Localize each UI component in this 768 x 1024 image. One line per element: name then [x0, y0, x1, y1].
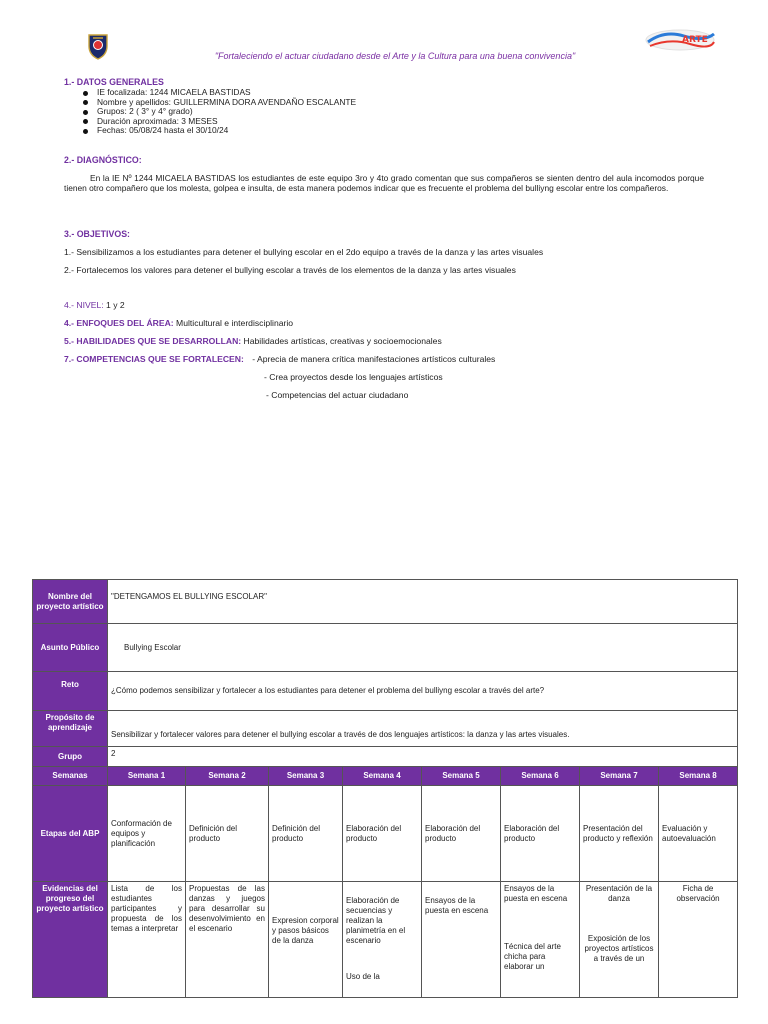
reto-value: ¿Cómo podemos sensibilizar y fortalecer a los estudiantes para detener el problema del bulliyng escolar a través del arte?	[108, 672, 738, 711]
datos-generales-list	[82, 88, 356, 136]
table-row	[33, 624, 738, 672]
week-header: Semana 4	[343, 767, 422, 786]
competencia-2: - Crea proyectos desde los lenguajes artísticos	[264, 372, 443, 382]
habilidades-label: 5.- HABILIDADES QUE SE DESARROLLAN:	[64, 336, 242, 346]
nivel-value: 1 y 2	[103, 300, 125, 310]
habilidades-value: Habilidades artísticas, creativas y socioemocionales	[241, 336, 442, 346]
week-header: Semana 1	[108, 767, 186, 786]
etapa-cell: Conformación de equipos y planificación	[108, 786, 186, 882]
enfoques-value: Multicultural e interdisciplinario	[173, 318, 294, 328]
table-row	[33, 747, 738, 767]
evidencia-cell: Ficha de observación	[659, 882, 738, 998]
table-row	[33, 786, 738, 882]
nombre-value: "DETENGAMOS EL BULLYING ESCOLAR"	[108, 580, 738, 624]
evidencia-text: Ensayos de la puesta en escena	[504, 884, 568, 903]
evidencia-extra-text: Técnica del arte chicha para elaborar un	[504, 942, 561, 971]
week-header: Semana 7	[580, 767, 659, 786]
competencias-label: 7.- COMPETENCIAS QUE SE FORTALECEN:	[64, 354, 244, 364]
logo-right-text: ARTE	[682, 35, 708, 45]
table-row	[33, 767, 738, 786]
week-header: Semana 6	[501, 767, 580, 786]
competencia-3: - Competencias del actuar ciudadano	[266, 390, 409, 400]
week-header: Semana 2	[186, 767, 269, 786]
diagnostico-text: En la IE Nº 1244 MICAELA BASTIDAS los estudiantes de este equipo 3ro y 4to grado comentan que sus compañeros se sienten dentro del aula incomodos porque tienen otro compañero que los molesta, golpea e insulta, de esta manera podemos indicar que es frecuente el problema del bulliyng escolar entre los compañeros.	[64, 173, 704, 193]
grupo-value: 2	[108, 747, 738, 767]
etapa-cell: Elaboración del producto	[422, 786, 501, 882]
table-row	[33, 672, 738, 711]
enfoques-line	[64, 318, 293, 328]
table-row	[33, 711, 738, 747]
objetivos-heading: 3.- OBJETIVOS:	[64, 229, 130, 239]
table-row	[33, 882, 738, 998]
etapa-cell: Elaboración del producto	[501, 786, 580, 882]
etapas-label: Etapas del ABP	[33, 786, 108, 882]
evidencia-extra-text: Exposición de los proyectos artísticos a través de un	[584, 934, 654, 963]
document-motto: "Fortaleciendo el actuar ciudadano desde el Arte y la Cultura para una buena convivencia"	[214, 51, 576, 61]
habilidades-line	[64, 336, 442, 346]
evidencia-text: Presentación de la danza	[585, 884, 653, 903]
objetivo-1: 1.- Sensibilizamos a los estudiantes para detener el bullying escolar en el 2do equipo a través de la danza y las artes visuales	[64, 247, 544, 257]
etapa-cell: Elaboración del producto	[343, 786, 422, 882]
asunto-label: Asunto Público	[33, 624, 108, 672]
proposito-label: Propósito de aprendizaje	[33, 711, 108, 747]
objetivo-2: 2.- Fortalecemos los valores para detener el bullying escolar a través de los elementos de la danza y las artes visuales	[64, 265, 516, 275]
grupo-label: Grupo	[33, 747, 108, 767]
evidencia-cell	[580, 882, 659, 998]
nombre-label: Nombre del proyecto artístico	[33, 580, 108, 624]
etapa-cell: Presentación del producto y reflexión	[580, 786, 659, 882]
table-row	[33, 580, 738, 624]
evidencia-cell	[343, 882, 422, 998]
evidencia-cell: Lista de los estudiantes participantes y propuesta de los temas a interpretar	[108, 882, 186, 998]
list-item: Grupos: 2 ( 3° y 4° grado)	[82, 107, 356, 117]
evidencia-text: Elaboración de secuencias y realizan la planimetría en el escenario	[346, 896, 406, 945]
asunto-value: Bullying Escolar	[108, 624, 738, 672]
reto-label: Reto	[33, 672, 108, 711]
list-item: Nombre y apellidos: GUILLERMINA DORA AVENDAÑO ESCALANTE	[82, 98, 356, 108]
competencia-1: - Aprecia de manera crítica manifestaciones artísticos culturales	[252, 354, 496, 364]
list-item: IE focalizada: 1244 MICAELA BASTIDAS	[82, 88, 356, 98]
enfoques-label: 4.- ENFOQUES DEL ÁREA:	[64, 318, 174, 328]
week-header: Semana 3	[269, 767, 343, 786]
etapa-cell: Evaluación y autoevaluación	[659, 786, 738, 882]
evidencias-label: Evidencias del progreso del proyecto artístico	[33, 882, 108, 998]
arte-program-logo	[644, 26, 716, 54]
week-header: Semana 5	[422, 767, 501, 786]
nivel-line	[64, 300, 125, 310]
semanas-label: Semanas	[33, 767, 108, 786]
datos-generales-heading: 1.- DATOS GENERALES	[64, 77, 164, 87]
diagnostico-heading: 2.- DIAGNÓSTICO:	[64, 155, 142, 165]
evidencia-extra-text: Uso de la	[346, 972, 380, 981]
evidencia-cell: Propuestas de las danzas y juegos para desarrollar su desenvolvimiento en el escenario	[186, 882, 269, 998]
etapa-cell: Definición del producto	[269, 786, 343, 882]
abp-project-table	[32, 579, 738, 998]
list-item: Duración aproximada: 3 MESES	[82, 117, 356, 127]
evidencia-cell	[501, 882, 580, 998]
proposito-value: Sensibilizar y fortalecer valores para detener el bullying escolar a través de dos lenguajes artísticos: la danza y las artes visuales.	[108, 711, 738, 747]
week-header: Semana 8	[659, 767, 738, 786]
evidencia-cell: Ensayos de la puesta en escena	[422, 882, 501, 998]
etapa-cell: Definición del producto	[186, 786, 269, 882]
competencias-line	[64, 354, 495, 364]
evidencia-cell: Expresion corporal y pasos básicos de la danza	[269, 882, 343, 998]
nivel-label: 4.- NIVEL:	[64, 300, 104, 310]
list-item: Fechas: 05/08/24 hasta el 30/10/24	[82, 126, 356, 136]
